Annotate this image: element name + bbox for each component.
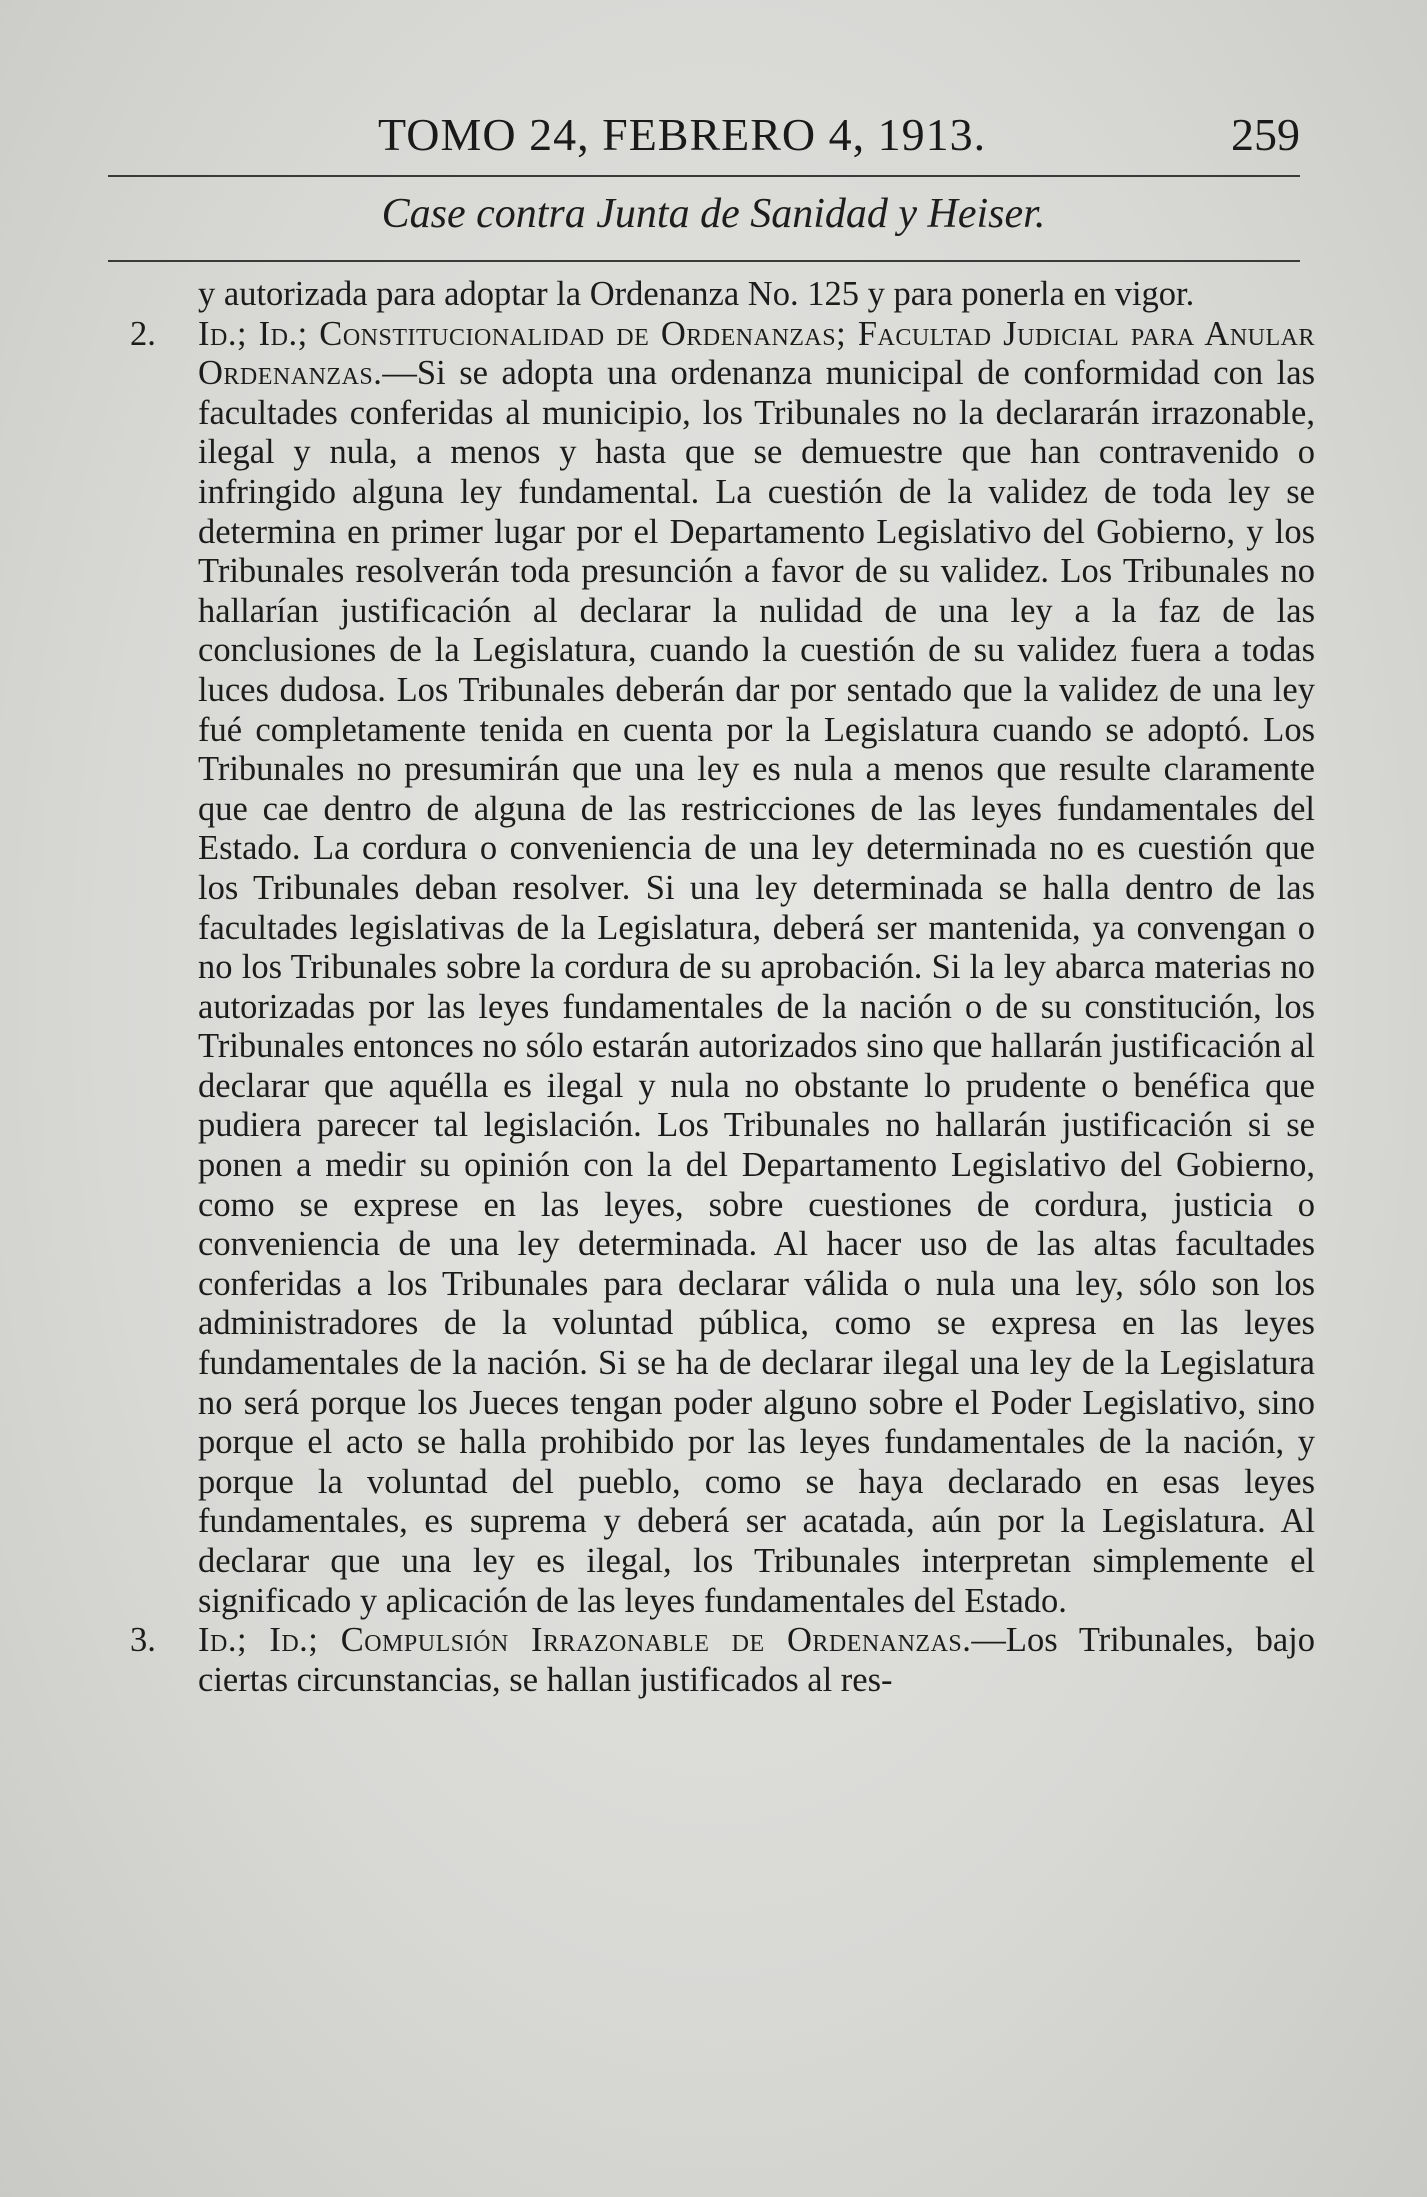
header-rule-bottom — [108, 260, 1300, 262]
page-header — [200, 108, 1300, 168]
syllabus-body — [130, 275, 1315, 1700]
header-rule-top — [108, 175, 1300, 177]
syllabus-item-2 — [130, 315, 1315, 1622]
item-number: 3. — [130, 1621, 156, 1660]
continuation-paragraph: y autorizada para adoptar la Ordenanza No. 125 y para ponerla en vigor. — [198, 275, 1195, 313]
item-text: —Los Tribunales, bajo ciertas circunstancias, se hallan justificados al res- — [198, 1621, 1315, 1699]
item-number: 2. — [130, 314, 156, 353]
item-heading: Id.; Id.; Constitucionalidad de Ordenanzas; Facultad Judicial para Anular Ordenanzas. — [198, 314, 1315, 393]
item-heading: Id.; Id.; Compulsión Irrazonable de Ordenanzas. — [198, 1621, 972, 1660]
volume-date-heading: TOMO 24, FEBRERO 4, 1913. — [378, 109, 987, 160]
page-number: 259 — [1231, 109, 1300, 160]
item-text: —Si se adopta una ordenanza municipal de conformidad con las facultades conferidas al municipio, los Tribunales no la declararán irrazonable, ilegal y nula, a menos y hasta que se demuestre que han contravenido o infringido alguna ley fundamental. La cuestión de la validez de toda ley se determina en primer lugar por el Departamento Legislativo del Gobierno, y los Tribunales resolverán toda presunción a favor de su validez. Los Tribunales no hallarían justificación al declarar la nulidad de una ley a la faz de las conclusiones de la Legislatura, cuando la cuestión de su validez fuera a todas luces dudosa. Los Tribunales deberán dar por sentado que la validez de una ley fué completamente tenida en cuenta por la Legislatura cuando se adoptó. Los Tribunales no presumirán que una ley es nula a menos que resulte claramente que cae dentro de alguna de las restricciones de las leyes fundamentales del Estado. La cordura o conveniencia de una ley determinada no es cuestión que los Tribunales deban resolver. Si una ley determinada se halla dentro de las facultades legislativas de la Legislatura, deberá ser mantenida, ya convengan o no los Tribunales sobre la cordura de su aprobación. Si la ley abarca materias no autorizadas por las leyes fundamentales de la nación o de su constitución, los Tribunales entonces no sólo estarán autorizados sino que hallarán justificación al declarar que aquélla es ilegal y nula no obstante lo prudente o benéfica que pudiera parecer tal legislación. Los Tribunales no hallarán justificación si se ponen a medir su opinión con la del Departamento Legislativo del Gobierno, como se exprese en las leyes, sobre cuestiones de cordura, justicia o conveniencia de una ley determinada. Al hacer uso de las altas facultades conferidas a los Tribunales para declarar válida o nula una ley, sólo son los administradores de la voluntad pública, como se expresa en las leyes fundamentales de la nación. Si se ha de declarar ilegal una ley de la Legislatura no será porque los Jueces tengan poder alguno sobre el Poder Legislativo, sino porque el acto se halla prohibido por las leyes fundamentales de la nación, y porque la voluntad del pueblo, como se haya declarado en esas leyes fundamentales, es suprema y deberá ser acatada, aún por la Legislatura. Al declarar que una ley es ilegal, los Tribunales interpretan simplemente el significado y aplicación de las leyes fundamentales del Estado. — [198, 354, 1315, 1620]
case-title: Case contra Junta de Sanidad y Heiser. — [381, 191, 1046, 237]
syllabus-item-3 — [130, 1621, 1315, 1700]
